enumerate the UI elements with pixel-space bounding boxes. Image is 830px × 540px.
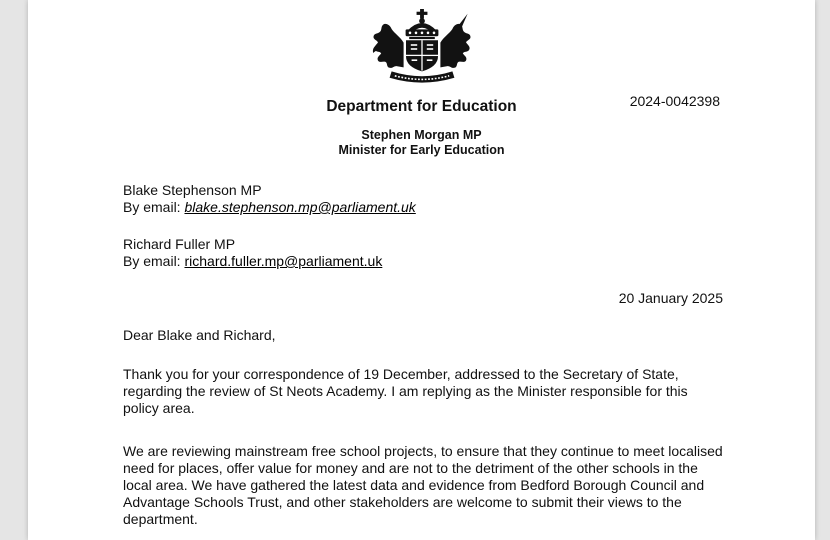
minister-title: Minister for Early Education: [338, 143, 505, 157]
recipient-email-line: [123, 253, 723, 270]
email-link[interactable]: richard.fuller.mp@parliament.uk: [184, 253, 383, 269]
recipient-name: Blake Stephenson MP: [123, 182, 262, 198]
by-email-label: By email:: [123, 199, 185, 215]
recipient-email-line: [123, 199, 723, 216]
salutation: Dear Blake and Richard,: [123, 327, 276, 343]
letter-paragraph: Thank you for your correspondence of 19 December, addressed to the Secretary of State, regarding the review of St Neots Academy. I am replying as the Minister responsible for this policy area.: [123, 366, 688, 416]
royal-coat-of-arms-icon: [370, 8, 474, 90]
recipient-block: [123, 236, 723, 270]
letter-date: 20 January 2025: [618, 290, 723, 306]
letter-page: [28, 0, 815, 540]
department-title: Department for Education: [326, 98, 517, 115]
letter-body: [123, 182, 723, 528]
recipient-name: Richard Fuller MP: [123, 236, 236, 252]
by-email-label: By email:: [123, 253, 185, 269]
minister-block: [28, 128, 815, 158]
email-link[interactable]: blake.stephenson.mp@parliament.uk: [184, 199, 416, 215]
reference-number: 2024-0042398: [629, 93, 720, 109]
minister-name: Stephen Morgan MP: [361, 128, 482, 142]
letter-paragraph: We are reviewing mainstream free school projects, to ensure that they continue to meet localised need for places, offer value for money and are not to the detriment of the other schools in the local area. We have gathered the latest data and evidence from Bedford Borough Council and Advantage Schools Trust, and other stakeholders are welcome to submit their views to the department.: [123, 443, 723, 527]
recipient-block: [123, 182, 723, 216]
